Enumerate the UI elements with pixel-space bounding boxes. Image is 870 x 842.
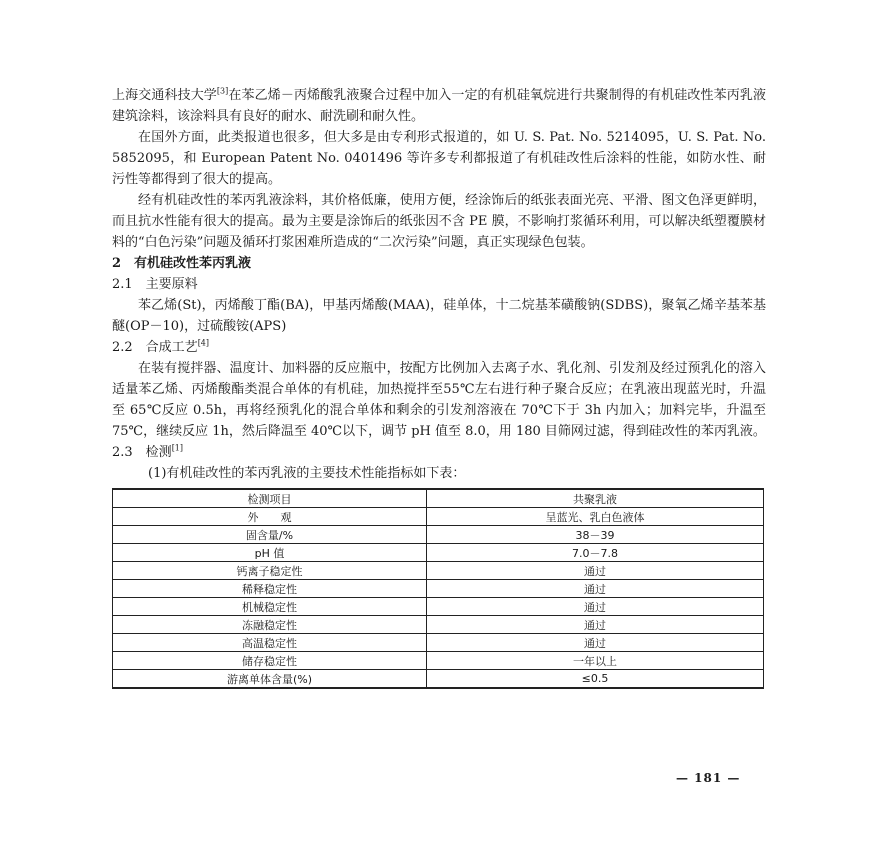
table-header-row [113,489,764,508]
page-content [112,85,766,689]
section-heading-2: 2 有机硅改性苯丙乳液 [112,256,252,271]
table-cell-item: 钙离子稳定性 [113,562,427,580]
table-cell-item: 固含量/% [113,526,427,544]
table-cell-value: 38－39 [427,526,764,544]
reference-marker: [1] [171,443,184,453]
table-cell-value: 7.0－7.8 [427,544,764,562]
paragraph-text: 上海交通科技大学 [112,88,217,103]
table-cell-item: pH 值 [113,544,427,562]
section-heading-2-2 [112,337,766,358]
properties-table [112,488,764,689]
table-cell-item: 稀释稳定性 [113,580,427,598]
section-heading-2-1: 2.1 主要原料 [112,277,198,292]
table-cell-item: 冻融稳定性 [113,616,427,634]
table-cell-value: 通过 [427,616,764,634]
paragraph-advantages: 经有机硅改性的苯丙乳液涂料，其价格低廉，使用方便，经涂饰后的纸张表面光亮、平滑、图文色泽更鲜明，而且抗水性能有很大的提高。最为主要是涂饰后的纸张因不含 PE 膜，不影响打浆循环利用，可以解决纸塑覆膜材料的“白色污染”问题及循环打浆困难所造成的“二次污染”问题，真正实现绿色包装。 [112,193,766,250]
table-row [113,562,764,580]
table-caption: (1)有机硅改性的苯丙乳液的主要技术性能指标如下表： [148,466,466,481]
table-cell-value: 通过 [427,598,764,616]
table-row [113,544,764,562]
table-cell-value: 呈蓝光、乳白色液体 [427,508,764,526]
table-row [113,508,764,526]
table-cell-item: 外 观 [113,508,427,526]
table-cell-value: 通过 [427,580,764,598]
reference-marker: [4] [197,338,210,348]
paragraph-foreign-patents: 在国外方面，此类报道也很多，但大多是由专利形式报道的，如 U. S. Pat. No. 5214095，U. S. Pat. No. 5852095，和 European Patent No. 0401496 等许多专利都报道了有机硅改性后涂料的性能，如防水性、耐污性等都得到了很大的提高。 [112,130,766,187]
table-row [113,670,764,689]
table-row [113,652,764,670]
table-cell-item: 机械稳定性 [113,598,427,616]
table-cell-item: 储存稳定性 [113,652,427,670]
table-cell-value: ≤0.5 [427,670,764,689]
table-row [113,598,764,616]
table-cell-item: 游离单体含量(%) [113,670,427,689]
table-header-value: 共聚乳液 [427,489,764,508]
table-row [113,526,764,544]
table-cell-value: 通过 [427,634,764,652]
paragraph-raw-materials: 苯乙烯(St)，丙烯酸丁酯(BA)，甲基丙烯酸(MAA)，硅单体，十二烷基苯磺酸钠(SDBS)，聚氧乙烯辛基苯基醚(OP－10)，过硫酸铵(APS) [112,298,766,334]
table-cell-value: 通过 [427,562,764,580]
paragraph-intro [112,85,766,127]
table-row [113,634,764,652]
table-row [113,580,764,598]
table-cell-item: 高温稳定性 [113,634,427,652]
paragraph-synthesis: 在装有搅拌器、温度计、加料器的反应瓶中，按配方比例加入去离子水、乳化剂、引发剂及经过预乳化的溶入适量苯乙烯、丙烯酸酯类混合单体的有机硅，加热搅拌至55℃左右进行种子聚合反应；在乳液出现蓝光时，升温至 65℃反应 0.5h，再将经预乳化的混合单体和剩余的引发剂溶液在 70℃下于 3h 内加入；加料完毕，升温至 75℃，继续反应 1h，然后降温至 40℃以下，调节 pH 值至 8.0，用 180 目筛网过滤，得到硅改性的苯丙乳液。 [112,361,766,439]
table-cell-value: 一年以上 [427,652,764,670]
section-heading-2-3 [112,442,766,463]
table-header-item: 检测项目 [113,489,427,508]
heading-text: 2.3 检测 [112,445,172,460]
heading-text: 2.2 合成工艺 [112,340,198,355]
table-row [113,616,764,634]
page-number: — 181 — [676,771,741,785]
reference-marker: [3] [216,86,229,96]
paragraph-text: 在苯乙烯－丙烯酸乳液聚合过程中加入一定的有机硅氧烷进行共聚制得的有机硅改性苯丙乳液建筑涂料，该涂料具有良好的耐水、耐洗刷和耐久性。 [112,88,766,124]
